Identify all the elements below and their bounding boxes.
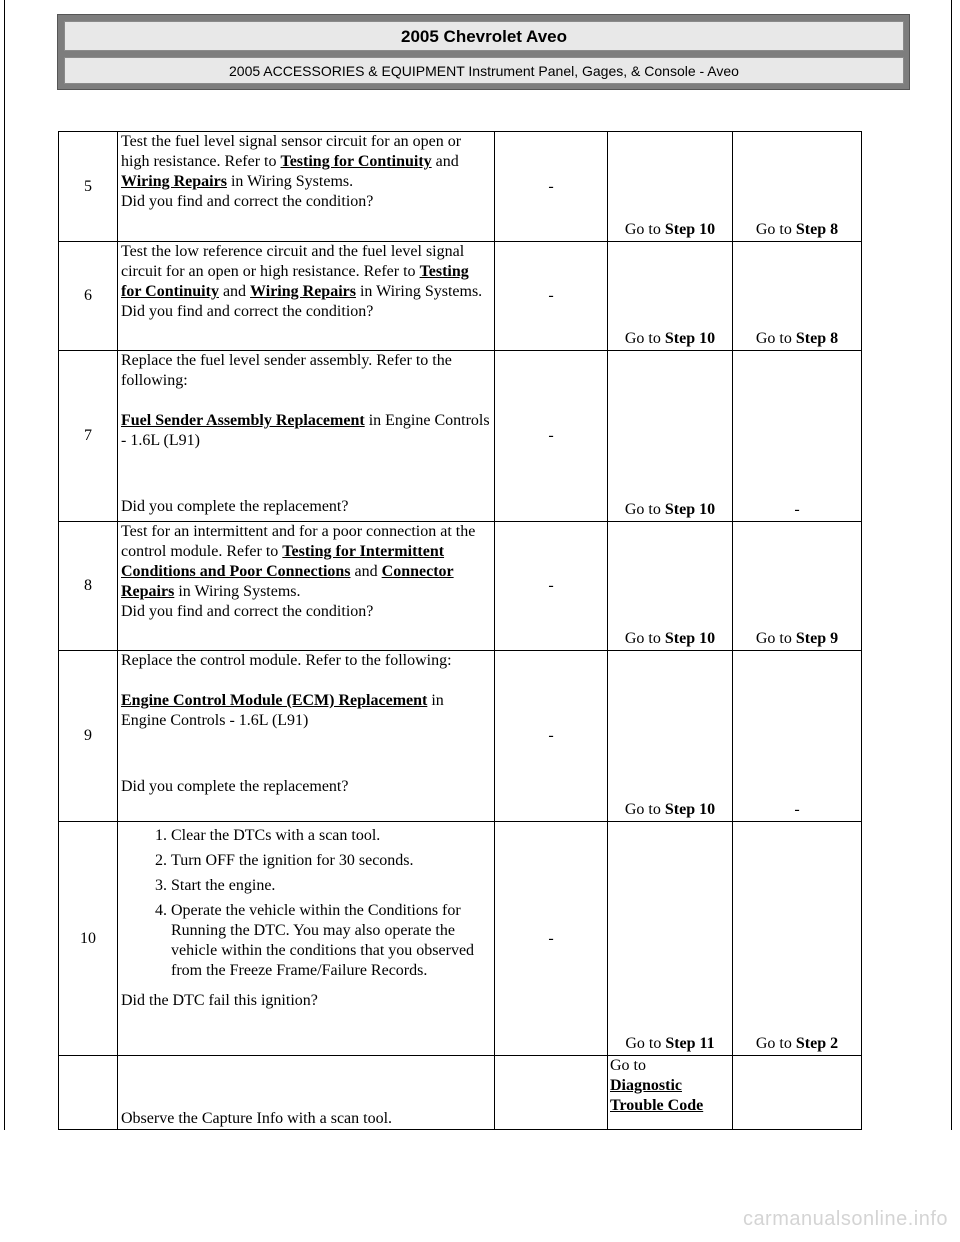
goto-step-link[interactable]: Step 8 bbox=[795, 221, 839, 238]
action-text: and bbox=[218, 283, 251, 300]
document-header bbox=[57, 14, 910, 90]
table-row bbox=[59, 132, 862, 242]
goto-step-link[interactable]: Step 2 bbox=[795, 1035, 839, 1052]
question-text: Did you complete the replacement? bbox=[121, 498, 349, 515]
action-text: Test for an intermittent and for a poor connection at the control module. Refer to bbox=[121, 523, 476, 560]
no-cell: - bbox=[733, 651, 862, 822]
watermark: carmanualsonline.info bbox=[742, 1208, 948, 1230]
link-diagnostic-trouble-code[interactable]: Diagnostic Trouble Code bbox=[610, 1077, 704, 1114]
step-number: 6 bbox=[59, 242, 118, 351]
goto-step-link[interactable]: Step 10 bbox=[664, 630, 716, 647]
action-cell bbox=[118, 822, 495, 1056]
step-number: 10 bbox=[59, 822, 118, 1056]
step-number: 8 bbox=[59, 522, 118, 651]
question-text: Did you find and correct the condition? bbox=[121, 193, 374, 210]
no-text: Go to bbox=[755, 1035, 796, 1052]
table-row bbox=[59, 651, 862, 822]
action-cell bbox=[118, 351, 495, 522]
goto-step-link[interactable]: Step 10 bbox=[664, 801, 716, 818]
action-text: in Wiring Systems. bbox=[226, 173, 354, 190]
action-text: Test the fuel level signal sensor circuit for an open or high resistance. Refer to bbox=[121, 133, 462, 170]
value-cell bbox=[495, 1056, 608, 1130]
question-text: Did you complete the replacement? bbox=[121, 778, 349, 795]
no-cell: - bbox=[733, 351, 862, 522]
yes-text: Go to bbox=[624, 221, 665, 238]
action-text: Replace the fuel level sender assembly. Refer to the following: bbox=[121, 352, 452, 389]
yes-cell bbox=[608, 132, 733, 242]
step-number: 7 bbox=[59, 351, 118, 522]
yes-text: Go to bbox=[624, 801, 665, 818]
procedure-list bbox=[121, 826, 493, 981]
goto-step-link[interactable]: Step 10 bbox=[664, 501, 716, 518]
no-text: Go to bbox=[755, 630, 796, 647]
action-cell bbox=[118, 522, 495, 651]
table-row bbox=[59, 351, 862, 522]
link-connector-repairs[interactable]: Connector Repairs bbox=[121, 563, 454, 600]
value-cell: - bbox=[495, 522, 608, 651]
action-text: in Engine Controls - 1.6L (L91) bbox=[121, 412, 490, 449]
list-item: 2. Turn OFF the ignition for 30 seconds. bbox=[171, 851, 493, 871]
link-wiring-repairs[interactable]: Wiring Repairs bbox=[121, 173, 227, 190]
diagnostic-procedure-table bbox=[58, 131, 862, 1130]
goto-step-link[interactable]: Step 10 bbox=[664, 221, 716, 238]
yes-text: Go to bbox=[610, 1057, 646, 1074]
no-cell bbox=[733, 1056, 862, 1130]
action-cell bbox=[118, 1056, 495, 1130]
no-cell bbox=[733, 242, 862, 351]
link-fuel-sender-assembly-replacement[interactable]: Fuel Sender Assembly Replacement bbox=[121, 412, 365, 429]
value-cell: - bbox=[495, 651, 608, 822]
yes-cell bbox=[608, 522, 733, 651]
table-row bbox=[59, 522, 862, 651]
goto-step-link[interactable]: Step 10 bbox=[664, 330, 716, 347]
question-text: Did you find and correct the condition? bbox=[121, 603, 374, 620]
action-text: in Wiring Systems. bbox=[174, 583, 301, 600]
link-testing-for-continuity[interactable]: Testing for Continuity bbox=[121, 263, 469, 300]
link-testing-for-intermittent-conditions[interactable]: Testing for Intermittent Conditions and Poor Connections bbox=[121, 543, 445, 580]
link-wiring-repairs[interactable]: Wiring Repairs bbox=[250, 283, 356, 300]
table-row bbox=[59, 1056, 862, 1130]
yes-cell bbox=[608, 242, 733, 351]
step-number bbox=[59, 1056, 118, 1130]
step-number: 5 bbox=[59, 132, 118, 242]
yes-cell bbox=[608, 1056, 733, 1130]
no-cell bbox=[733, 132, 862, 242]
value-cell: - bbox=[495, 242, 608, 351]
yes-text: Go to bbox=[625, 1035, 666, 1052]
action-text: and bbox=[431, 153, 459, 170]
no-text: Go to bbox=[755, 330, 796, 347]
value-cell: - bbox=[495, 351, 608, 522]
table-row bbox=[59, 822, 862, 1056]
header-subtitle: 2005 ACCESSORIES & EQUIPMENT Instrument Panel, Gages, & Console - Aveo bbox=[64, 57, 904, 84]
yes-cell bbox=[608, 822, 733, 1056]
goto-step-link[interactable]: Step 8 bbox=[795, 330, 839, 347]
table-row bbox=[59, 242, 862, 351]
action-text: in Engine Controls - 1.6L (L91) bbox=[121, 692, 444, 729]
action-cell bbox=[118, 242, 495, 351]
list-item: 4. Operate the vehicle within the Conditions for Running the DTC. You may also operate the vehicle within the conditions that you observed from the Freeze Frame/Failure Records. bbox=[171, 901, 493, 981]
yes-text: Go to bbox=[624, 330, 665, 347]
list-item: 3. Start the engine. bbox=[171, 876, 493, 896]
header-title: 2005 Chevrolet Aveo bbox=[64, 21, 904, 51]
yes-text: Go to bbox=[624, 630, 665, 647]
link-testing-for-continuity[interactable]: Testing for Continuity bbox=[280, 153, 432, 170]
goto-step-link[interactable]: Step 11 bbox=[665, 1035, 715, 1052]
value-cell: - bbox=[495, 132, 608, 242]
step-number: 9 bbox=[59, 651, 118, 822]
action-cell bbox=[118, 132, 495, 242]
question-text: Did you find and correct the condition? bbox=[121, 303, 374, 320]
question-text: Did the DTC fail this ignition? bbox=[121, 992, 318, 1009]
value-cell: - bbox=[495, 822, 608, 1056]
action-cell bbox=[118, 651, 495, 822]
no-cell bbox=[733, 822, 862, 1056]
yes-cell bbox=[608, 351, 733, 522]
action-text: Test the low reference circuit and the fuel level signal circuit for an open or high resistance. Refer to bbox=[121, 243, 465, 280]
link-ecm-replacement[interactable]: Engine Control Module (ECM) Replacement bbox=[121, 692, 428, 709]
yes-cell bbox=[608, 651, 733, 822]
action-text: Observe the Capture Info with a scan tool. bbox=[121, 1110, 393, 1127]
no-cell bbox=[733, 522, 862, 651]
goto-step-link[interactable]: Step 9 bbox=[795, 630, 839, 647]
action-text: and bbox=[350, 563, 382, 580]
list-item: 1. Clear the DTCs with a scan tool. bbox=[171, 826, 493, 846]
action-text: in Wiring Systems. bbox=[355, 283, 483, 300]
action-text: Replace the control module. Refer to the following: bbox=[121, 652, 452, 669]
yes-text: Go to bbox=[624, 501, 665, 518]
no-text: Go to bbox=[755, 221, 796, 238]
